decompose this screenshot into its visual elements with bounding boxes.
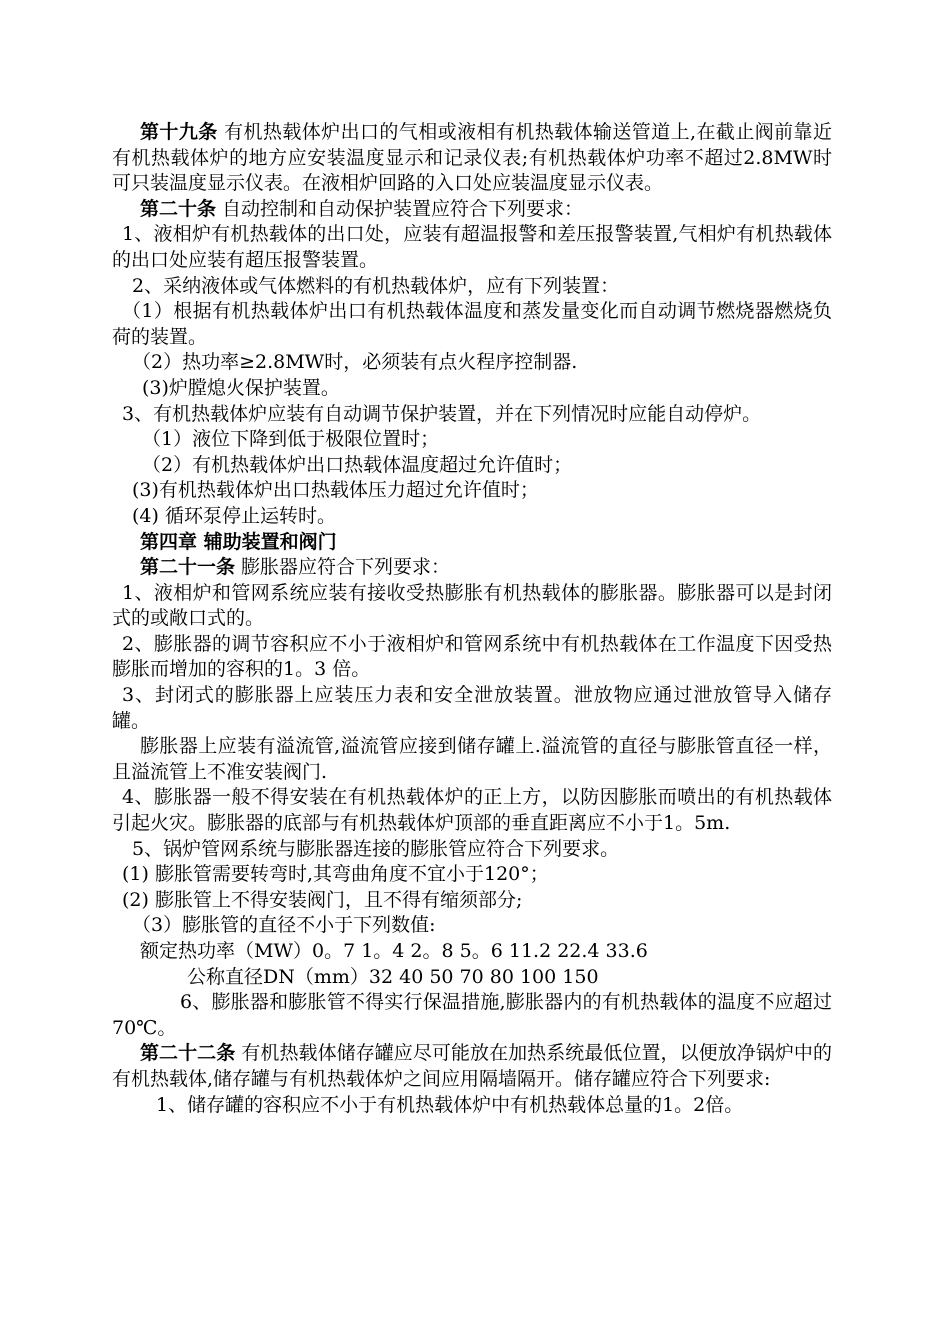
article-21-item: 膨胀器上应装有溢流管,溢流管应接到储存罐上.溢流管的直径与膨胀管直径一样，且溢流管上不准安装阀门. [112,735,832,783]
article-20-item: 2、采纳液体或气体燃料的有机热载体炉，应有下列装置： [132,274,620,297]
article-22-item: 1、储存罐的容积应不小于有机热载体炉中有机热载体总量的1。2倍。 [156,1093,744,1116]
article-21-item: 6、膨胀器和膨胀管不得实行保温措施,膨胀器内的有机热载体的温度不应超过70℃。 [112,991,832,1039]
article-20-item: 3、有机热载体炉应装有自动调节保护装置，并在下列情况时应能自动停炉。 [122,402,762,425]
article-19-text: 有机热载体炉出口的气相或液相有机热载体输送管道上,在截止阀前靠近有机热载体炉的地方应安装温度显示和记录仪表;有机热载体炉功率不超过2.8MW时可只装温度显示仪表。在液相炉回路的入口处应装温度显示仪表。 [112,121,832,195]
article-21-item: 额定热功率（MW）0。7 1。4 2。8 5。6 11.2 22.4 33.6 [140,940,648,962]
article-21-item: 4、膨胀器一般不得安装在有机热载体炉的正上方，以防因膨胀而喷出的有机热载体引起火灾。膨胀器的底部与有机热载体炉顶部的垂直距离应不小于1。5m. [112,786,832,835]
article-21-item: 5、锅炉管网系统与膨胀器连接的膨胀管应符合下列要求。 [132,837,620,860]
article-20-item: (3)炉膛熄火保护装置。 [142,376,340,399]
article-21 [112,555,832,581]
article-22-text: 有机热载体储存罐应尽可能放在加热系统最低位置，以便放净锅炉中的有机热载体,储存罐与有机热载体炉之间应用隔墙隔开。储存罐应符合下列要求: [112,1042,832,1090]
article-20-item: （1）液位下降到低于极限位置时； [142,428,440,451]
article-21-heading: 第二十一条 [140,556,236,579]
article-20-item: （1）根据有机热载体炉出口有机热载体温度和蒸发量变化而自动调节燃烧器燃烧负荷的装置。 [112,300,832,348]
document-page [112,120,832,1118]
article-21-item: 2、膨胀器的调节容积应不小于液相炉和管网系统中有机热载体在工作温度下因受热膨胀而增加的容积的1。3 倍。 [112,632,832,681]
article-22-heading: 第二十二条 [140,1042,236,1065]
article-20-item: (3)有机热载体炉出口热载体压力超过允许值时； [132,479,539,502]
article-21-item: (2) 膨胀管上不得安装阀门，且不得有缩须部分; [122,888,523,911]
article-20-item: （2）热功率≥2.8MW时，必须装有点火程序控制器. [132,351,578,374]
article-19 [112,120,832,197]
article-19-heading: 第十九条 [140,121,218,143]
article-21-item: 1、液相炉和管网系统应装有接收受热膨胀有机热载体的膨胀器。膨胀器可以是封闭式的或敞口式的。 [112,581,832,630]
article-20-text: 自动控制和自动保护装置应符合下列要求： [216,197,584,220]
article-20-heading: 第二十条 [140,197,217,220]
article-21-item: (1) 膨胀管需要转弯时,其弯曲角度不宜小于120°； [122,863,549,886]
article-21-item: 3、封闭式的膨胀器上应装压力表和安全泄放装置。泄放物应通过泄放管导入储存罐。 [112,684,832,732]
article-21-item: 公称直径DN（mm）32 40 50 70 80 100 150 [187,965,599,988]
article-20 [112,197,832,223]
article-21-text: 膨胀器应符合下列要求： [235,556,451,579]
article-20-item: (4) 循环泵停止运转时。 [132,504,336,527]
article-21-item: （3）膨胀管的直径不小于下列数值: [132,914,436,937]
article-20-item: （2）有机热载体炉出口热载体温度超过允许值时； [142,453,573,476]
article-22 [112,1041,832,1092]
article-20-item: 1、液相炉有机热载体的出口处，应装有超温报警和差压报警装置,气相炉有机热载体的出口处应装有超压报警装置。 [112,223,832,271]
chapter-title: 第四章 辅助装置和阀门 [140,530,337,553]
